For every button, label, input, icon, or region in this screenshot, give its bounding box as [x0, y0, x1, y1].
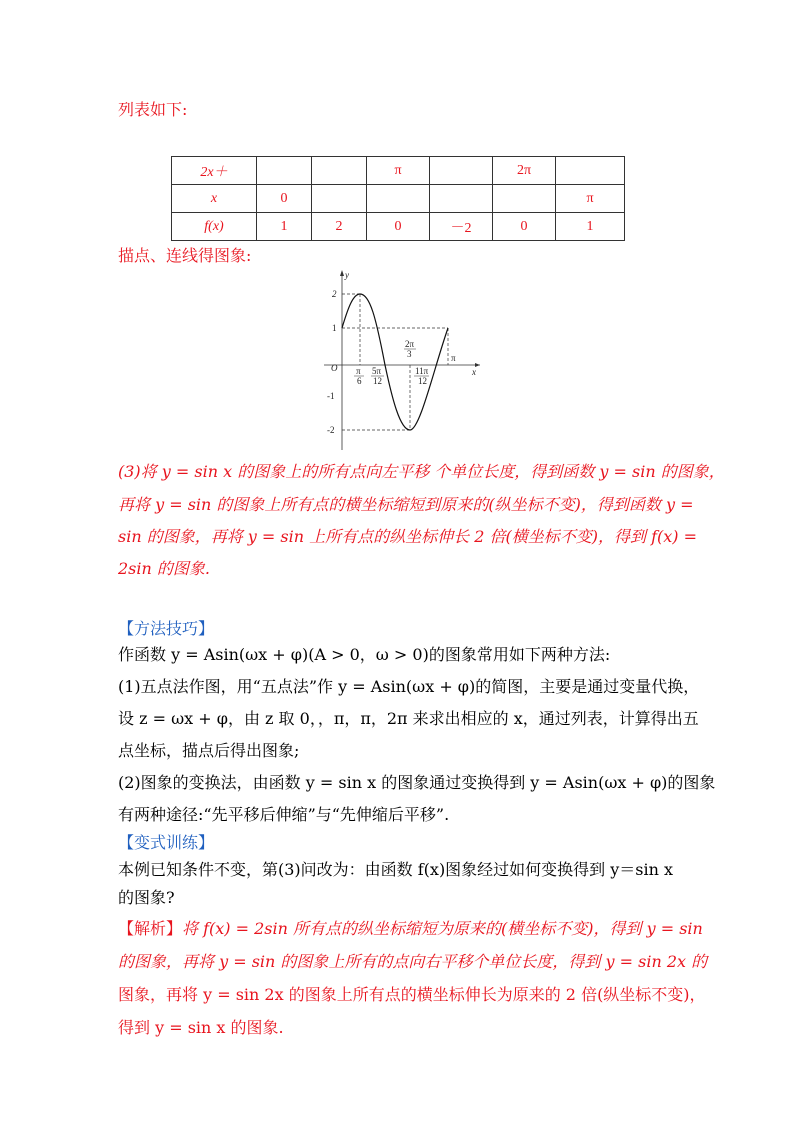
y-axis-label: y: [345, 270, 349, 280]
part3-line4: 2sin 的图象.: [118, 559, 210, 578]
table-cell: 2x＋: [172, 157, 257, 185]
table-cell: x: [172, 185, 257, 213]
table-cell: f(x): [172, 213, 257, 241]
table-cell: [430, 157, 493, 185]
analysis-line3: 图象，再将 y = sin 2x 的图象上所有点的横坐标伸长为原来的 2 倍(纵坐标不变)，: [118, 985, 706, 1004]
method-line4: 点坐标，描点后得出图象;: [118, 741, 300, 760]
table-cell: π: [367, 157, 430, 185]
x-axis-label: x: [472, 367, 476, 377]
table-cell: [367, 185, 430, 213]
table-cell: 0: [493, 213, 556, 241]
table-cell: [312, 185, 367, 213]
method-line2: (1)五点法作图，用“五点法”作 y = Asin(ωx + φ)的简图，主要是通过变量代换，: [118, 677, 700, 696]
analysis-text1: 将 f(x) = 2sin 所有点的纵坐标缩短为原来的(横坐标不变)，得到 y = sin: [182, 919, 703, 938]
tick-11pi12-num: 11π: [415, 366, 429, 376]
tick-pi: π: [451, 353, 456, 363]
y-tick-neg1: -1: [327, 391, 335, 401]
tick-pi6-num: π: [356, 366, 361, 376]
tick-2pi3-den: 3: [407, 349, 412, 359]
variant-line1: 本例已知条件不变，第(3)问改为：由函数 f(x)图象经过如何变换得到 y＝sin x: [118, 860, 674, 879]
variant-line2: 的图象?: [118, 888, 175, 907]
table-cell: [257, 157, 312, 185]
table-cell: [493, 185, 556, 213]
part3-line3: sin 的图象，再将 y = sin 上所有点的纵坐标伸长 2 倍(横坐标不变)，得到 f(x) =: [118, 527, 697, 546]
y-tick-neg2: -2: [327, 425, 335, 435]
analysis-tag: 【解析】: [118, 919, 183, 938]
method-title: 【方法技巧】: [118, 619, 215, 638]
table-cell: 2π: [493, 157, 556, 185]
part3-line2: 再将 y = sin 的图象上所有点的横坐标缩短到原来的(纵坐标不变)，得到函数 y =: [118, 495, 694, 514]
table-cell: 0: [257, 185, 312, 213]
table-row: [172, 157, 625, 185]
tick-5pi12-den: 12: [373, 376, 382, 386]
method-line5: (2)图象的变换法，由函数 y = sin x 的图象通过变换得到 y = Asin(ωx + φ)的图象: [118, 773, 716, 792]
table-cell: 0: [367, 213, 430, 241]
table-cell: 1: [556, 213, 625, 241]
part3-line1: (3)将 y = sin x 的图象上的所有点向左平移 个单位长度，得到函数 y = sin 的图象，: [118, 462, 725, 481]
table-cell: 1: [257, 213, 312, 241]
origin-label: O: [331, 363, 338, 373]
analysis-line2: 的图象，再将 y = sin 的图象上所有的点向右平移个单位长度，得到 y = sin 2x 的: [118, 952, 708, 971]
method-line3: 设 z = ωx + φ，由 z 取 0，，π，π，2π 来求出相应的 x，通过列表，计算得出五: [118, 709, 699, 728]
table-heading: 列表如下:: [118, 100, 188, 119]
tick-11pi12-den: 12: [418, 376, 427, 386]
y-tick-1: 1: [332, 323, 337, 333]
table-cell: 2: [312, 213, 367, 241]
table-cell: －2: [430, 213, 493, 241]
table-cell: [312, 157, 367, 185]
y-axis-arrow: [340, 270, 344, 276]
analysis-line4: 得到 y = sin x 的图象.: [118, 1018, 284, 1037]
tick-2pi3-num: 2π: [405, 339, 415, 349]
sine-graph: [318, 268, 488, 458]
method-line6: 有两种途径:“先平移后伸缩”与“先伸缩后平移”.: [118, 805, 450, 824]
tick-pi6-den: 6: [357, 376, 362, 386]
table-cell: [556, 157, 625, 185]
tick-5pi12-num: 5π: [372, 366, 382, 376]
table-row: [172, 185, 625, 213]
variant-title: 【变式训练】: [118, 833, 215, 852]
method-line1: 作函数 y = Asin(ωx + φ)(A > 0，ω > 0)的图象常用如下两种方法:: [118, 645, 611, 664]
table-row: [172, 213, 625, 241]
y-tick-2: 2: [332, 289, 337, 299]
sine-curve: [342, 294, 448, 430]
table-cell: π: [556, 185, 625, 213]
plot-heading: 描点、连线得图象:: [118, 246, 252, 265]
analysis-line1: [118, 919, 703, 939]
table-cell: [430, 185, 493, 213]
value-table: [171, 156, 625, 241]
